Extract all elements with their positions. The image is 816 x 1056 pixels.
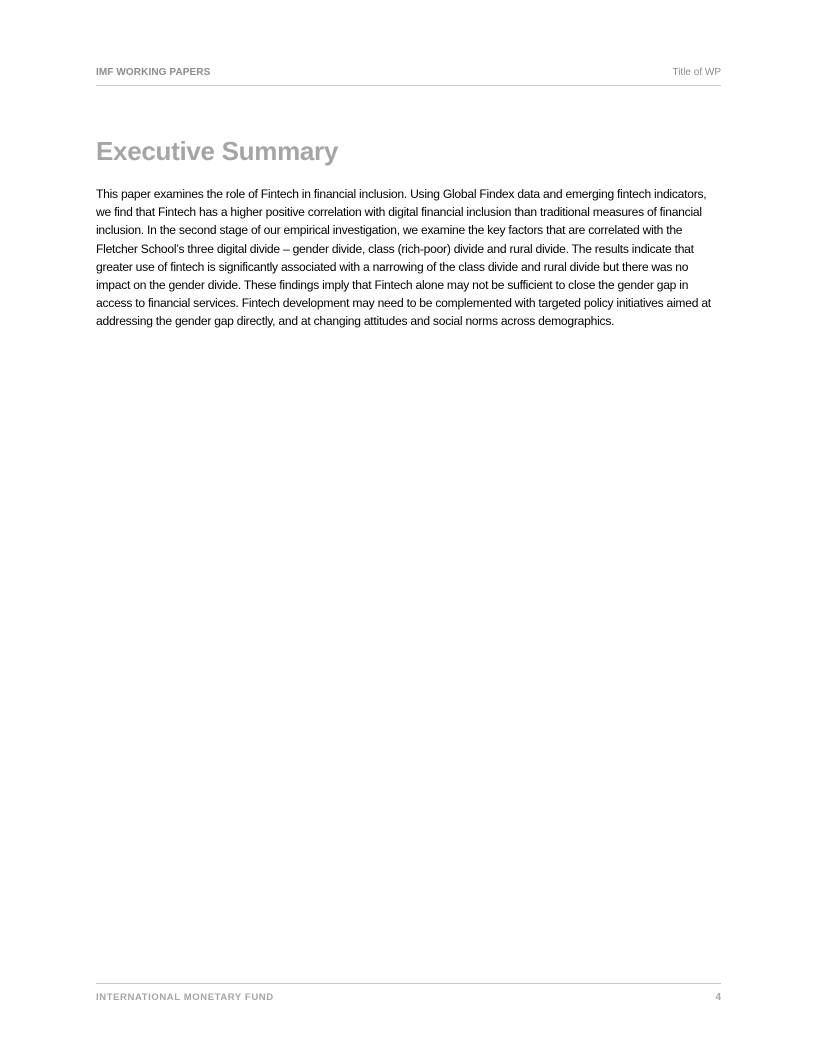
page-header bbox=[96, 67, 721, 86]
series-name: IMF WORKING PAPERS bbox=[96, 67, 211, 78]
page-number: 4 bbox=[715, 992, 721, 1003]
publisher-name: INTERNATIONAL MONETARY FUND bbox=[96, 992, 274, 1003]
page-footer bbox=[96, 983, 721, 1006]
section-body: This paper examines the role of Fintech in financial inclusion. Using Global Findex data and emerging fintech indicators, we find that Fintech has a higher positive correlation with digital financial inclusion than traditional measures of financial inclusion. In the second stage of our empirical investigation, we examine the key factors that are correlated with the Fletcher School’s three digital divide – gender divide, class (rich-poor) divide and rural divide. The results indicate that greater use of fintech is significantly associated with a narrowing of the class divide and rural divide but there was no impact on the gender divide. These findings imply that Fintech alone may not be sufficient to close the gender gap in access to financial services. Fintech development may need to be complemented with targeted policy initiatives aimed at addressing the gender gap directly, and at changing attitudes and social norms across demographics. bbox=[96, 187, 711, 329]
section-title: Executive Summary bbox=[96, 136, 339, 166]
running-title: Title of WP bbox=[672, 67, 721, 78]
